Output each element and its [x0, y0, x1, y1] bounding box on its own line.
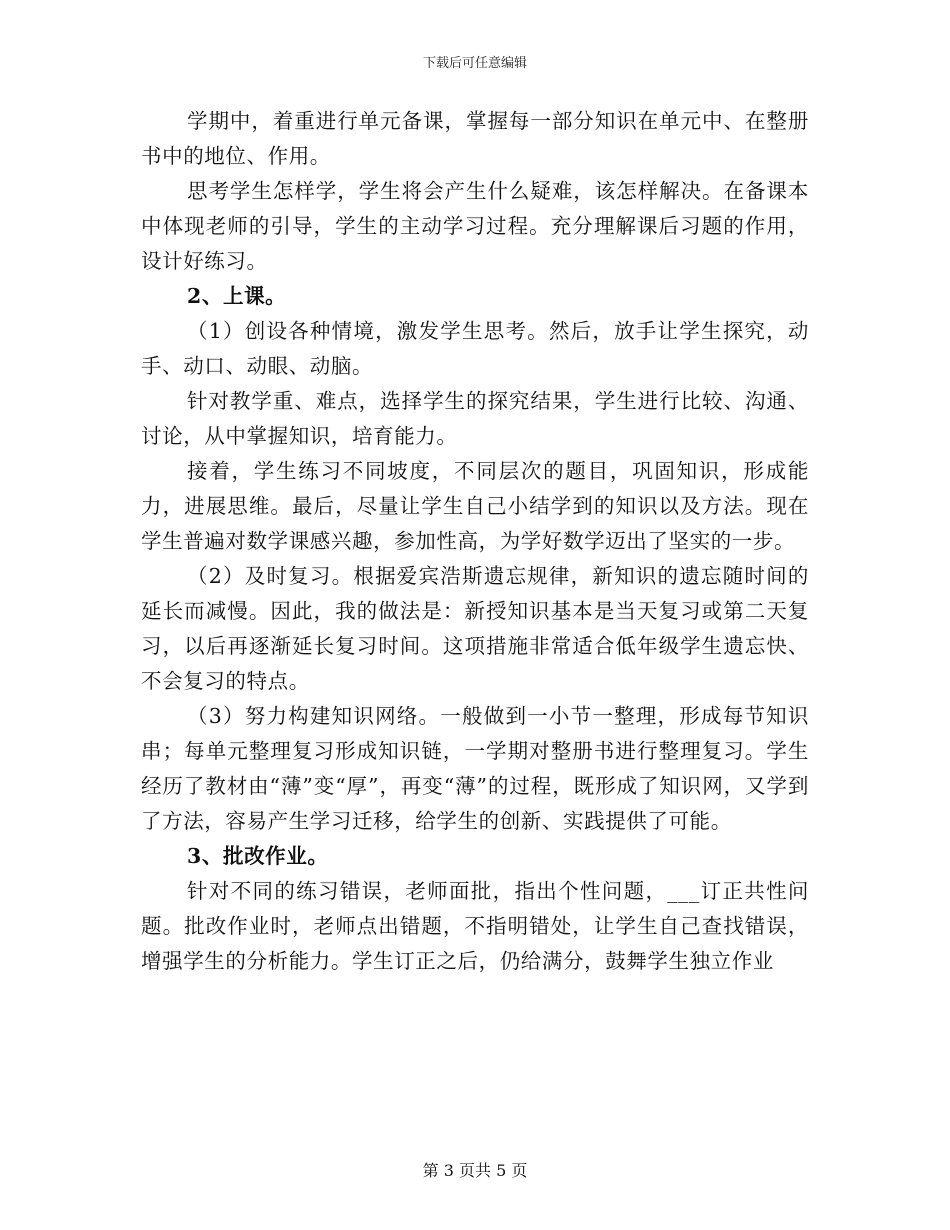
paragraph-7: （3）努力构建知识网络。一般做到一小节一整理，形成每节知识串；每单元整理复习形成知识链，一学期对整册书进行整理复习。学生经历了教材由“薄”变“厚”，再变“薄”的过程，既形成了知识网，又学到了方法，容易产生学习迁移，给学生的创新、实践提供了可能。 [141, 704, 809, 833]
section-heading-3: 3、批改作业。 [187, 844, 329, 868]
paragraph-8: 针对不同的练习错误，老师面批，指出个性问题，___订正共性问题。批改作业时，老师点出错题，不指明错处，让学生自己查找错误，增强学生的分析能力。学生订正之后，仍给满分，鼓舞学生独立作业 [141, 879, 809, 973]
document-body [141, 104, 809, 979]
section-heading-2: 2、上课。 [187, 284, 287, 308]
paragraph-1: 学期中，着重进行单元备课，掌握每一部分知识在单元中、在整册书中的地位、作用。 [141, 109, 809, 168]
page-header: 下载后可任意编辑 [422, 56, 527, 71]
paragraph-3: （1）创设各种情境，激发学生思考。然后，放手让学生探究，动手、动口、动眼、动脑。 [141, 319, 809, 378]
paragraph-5: 接着，学生练习不同坡度，不同层次的题目，巩固知识，形成能力，进展思维。最后，尽量让学生自己小结学到的知识以及方法。现在学生普遍对数学课感兴趣，参加性高，为学好数学迈出了坚实的一步。 [141, 459, 809, 553]
paragraph-6: （2）及时复习。根据爱宾浩斯遗忘规律，新知识的遗忘随时间的延长而减慢。因此，我的做法是：新授知识基本是当天复习或第二天复习，以后再逐渐延长复习时间。这项措施非常适合低年级学生遗忘快、不会复习的特点。 [141, 564, 809, 693]
paragraph-4: 针对教学重、难点，选择学生的探究结果，学生进行比较、沟通、讨论，从中掌握知识，培育能力。 [141, 389, 809, 448]
page-footer: 第 3 页共 5 页 [422, 1161, 528, 1180]
paragraph-2: 思考学生怎样学，学生将会产生什么疑难，该怎样解决。在备课本中体现老师的引导，学生的主动学习过程。充分理解课后习题的作用，设计好练习。 [141, 179, 809, 273]
